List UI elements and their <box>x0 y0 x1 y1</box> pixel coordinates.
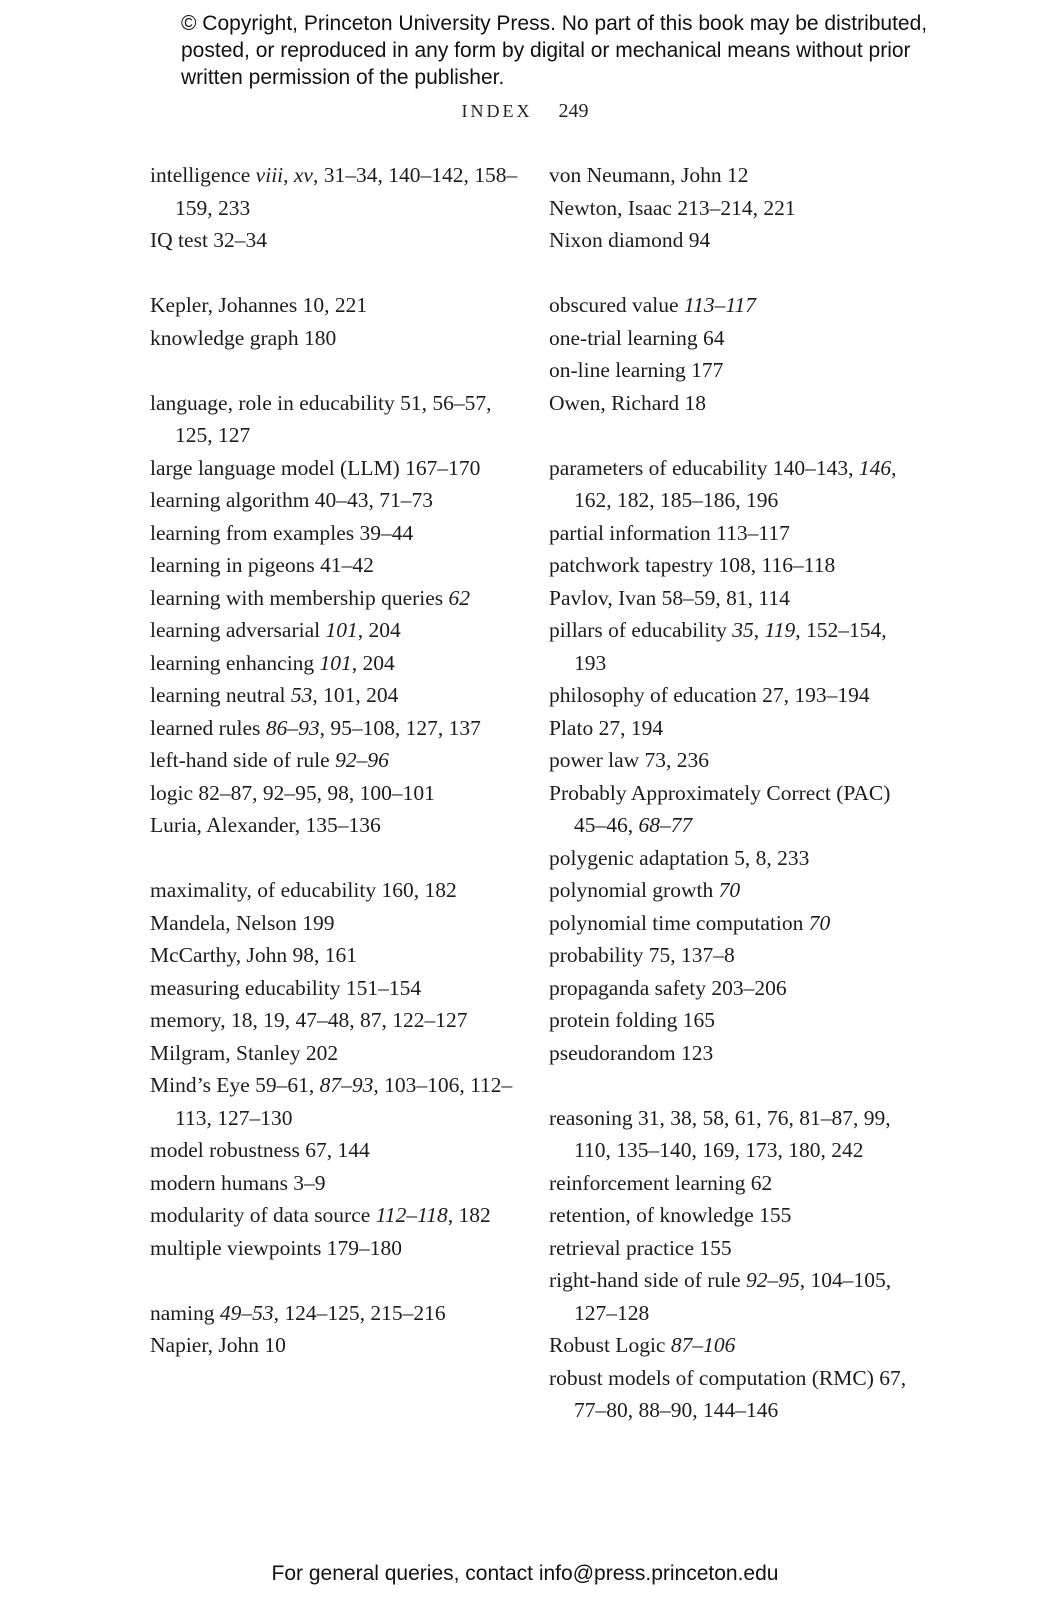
entry-text: retention, of knowledge 155 <box>549 1203 792 1227</box>
index-entry <box>150 159 530 224</box>
entry-text: pillars of educability <box>549 618 733 642</box>
entry-italic-locator: 86–93 <box>265 715 320 740</box>
letter-group-gap <box>150 842 530 875</box>
entry-italic-locator: 87–93 <box>319 1073 374 1097</box>
entry-italic-locator: 146 <box>858 455 892 480</box>
index-entry <box>549 582 919 615</box>
entry-italic-locator: xv <box>293 163 313 187</box>
entry-text: modern humans 3–9 <box>150 1170 326 1195</box>
entry-italic-locator: 53 <box>290 683 313 707</box>
entry-text: robust models of computation (RMC) 67, 77–80, 88–90, 144–146 <box>549 1365 907 1422</box>
index-entry <box>150 712 530 745</box>
index-entry <box>150 289 530 322</box>
index-entry <box>549 322 919 355</box>
entry-text: Mind’s Eye 59–61, <box>150 1073 320 1097</box>
entry-italic-locator: 101 <box>325 618 358 642</box>
entry-italic-locator: 92–96 <box>335 748 389 772</box>
entry-text: , <box>753 618 765 642</box>
index-entry <box>549 1037 919 1070</box>
index-entry <box>549 289 919 322</box>
letter-group-gap <box>549 257 919 290</box>
index-entry <box>549 744 919 777</box>
index-entry <box>150 549 530 582</box>
entry-text: maximality, of educability 160, 182 <box>150 878 457 902</box>
entry-text: polygenic adaptation 5, 8, 233 <box>549 845 810 870</box>
index-entry <box>150 1004 530 1037</box>
index-entry <box>150 744 530 777</box>
index-column-left <box>150 159 530 1362</box>
index-entry <box>549 517 919 550</box>
entry-text: learning in pigeons 41–42 <box>150 553 374 577</box>
entry-text: power law 73, 236 <box>549 748 710 772</box>
entry-text: on-line learning 177 <box>549 358 724 382</box>
entry-text: Napier, John 10 <box>150 1333 286 1357</box>
entry-text: modularity of data source <box>150 1203 376 1227</box>
entry-text: retrieval practice 155 <box>549 1235 732 1260</box>
entry-text: , 103–106, 112–113, 127–130 <box>175 1073 513 1130</box>
entry-text: philosophy of education 27, 193–194 <box>549 683 870 707</box>
entry-italic-locator: 35 <box>732 618 754 642</box>
entry-text: naming <box>150 1300 220 1325</box>
index-entry <box>549 387 919 420</box>
entry-italic-locator: 101 <box>319 650 352 675</box>
index-entry <box>150 517 530 550</box>
entry-italic-locator: 92–95 <box>746 1268 800 1292</box>
entry-text: partial information 113–117 <box>549 520 790 545</box>
entry-text: , 31–34, 140–142, 158–159, 233 <box>175 163 518 220</box>
index-entry <box>150 1167 530 1200</box>
entry-text: , <box>283 163 294 187</box>
entry-text: probability 75, 137–8 <box>549 943 735 967</box>
entry-text: learning neutral <box>150 683 291 707</box>
index-entry <box>150 907 530 940</box>
entry-text: obscured value <box>549 293 684 317</box>
entry-text: Pavlov, Ivan 58–59, 81, 114 <box>549 585 790 610</box>
entry-text: measuring educability 151–154 <box>150 975 422 1000</box>
letter-group-gap <box>150 257 530 290</box>
entry-text: reinforcement learning 62 <box>549 1170 773 1195</box>
entry-text: pseudorandom 123 <box>549 1040 714 1065</box>
index-entry <box>549 224 919 257</box>
index-entry <box>549 159 919 192</box>
entry-text: , 162, 182, 185–186, 196 <box>574 455 897 512</box>
index-entry <box>150 1134 530 1167</box>
entry-text: , 104–105, 127–128 <box>574 1268 892 1325</box>
index-entry <box>549 1004 919 1037</box>
index-entry <box>150 387 530 452</box>
index-entry <box>549 1362 919 1427</box>
index-entry <box>150 1037 530 1070</box>
index-entry <box>150 224 530 257</box>
index-entry <box>150 484 530 517</box>
index-entry <box>549 712 919 745</box>
entry-text: Milgram, Stanley 202 <box>150 1040 339 1065</box>
entry-text: left-hand side of rule <box>150 748 336 772</box>
entry-text: Luria, Alexander, 135–136 <box>150 813 381 837</box>
index-entry <box>549 1329 919 1362</box>
entry-text: , 95–108, 127, 137 <box>319 715 481 740</box>
index-entry <box>549 972 919 1005</box>
entry-text: learning algorithm 40–43, 71–73 <box>150 488 434 512</box>
index-entry <box>549 874 919 907</box>
index-entry <box>549 1102 919 1167</box>
entry-text: large language model (LLM) 167–170 <box>150 455 481 480</box>
entry-text: model robustness 67, 144 <box>150 1138 370 1162</box>
entry-text: right-hand side of rule <box>549 1268 747 1292</box>
entry-italic-locator: 70 <box>718 878 741 902</box>
entry-text: polynomial time computation <box>549 910 809 935</box>
index-entry <box>549 777 919 842</box>
entry-text: parameters of educability 140–143, <box>549 455 859 480</box>
entry-text: Mandela, Nelson 199 <box>150 910 335 935</box>
entry-italic-locator: 68–77 <box>638 813 693 837</box>
index-entry <box>150 1297 530 1330</box>
index-entry <box>150 647 530 680</box>
entry-text: language, role in educability 51, 56–57, 125, 127 <box>150 390 492 447</box>
index-entry <box>549 1264 919 1329</box>
entry-text: Robust Logic <box>549 1333 671 1357</box>
entry-text: , 101, 204 <box>312 683 399 707</box>
entry-text: reasoning 31, 38, 58, 61, 76, 81–87, 99, 110, 135–140, 169, 173, 180, 242 <box>549 1105 891 1162</box>
section-title: INDEX <box>461 101 533 121</box>
running-head <box>0 100 1050 123</box>
entry-text: Nixon diamond 94 <box>549 228 711 252</box>
entry-text: memory, 18, 19, 47–48, 87, 122–127 <box>150 1008 468 1032</box>
index-entry <box>549 452 919 517</box>
index-entry <box>549 549 919 582</box>
index-entry <box>549 1232 919 1265</box>
footer-contact: For general queries, contact info@press.princeton.edu <box>271 1562 779 1585</box>
entry-italic-locator: 70 <box>808 910 831 935</box>
index-column-right <box>549 159 919 1427</box>
entry-italic-locator: 113–117 <box>683 293 756 317</box>
index-entry <box>150 1232 530 1265</box>
entry-text: Probably Approximately Correct (PAC) 45–46, <box>549 780 891 837</box>
entry-text: learning adversarial <box>150 618 326 642</box>
entry-text: multiple viewpoints 179–180 <box>150 1235 403 1260</box>
index-entry <box>150 452 530 485</box>
entry-text: , 204 <box>351 650 395 675</box>
index-entry <box>150 809 530 842</box>
index-entry <box>549 907 919 940</box>
entry-text: learned rules <box>150 715 266 740</box>
index-entry <box>150 939 530 972</box>
index-entry <box>150 874 530 907</box>
entry-italic-locator: 112–118 <box>375 1203 448 1227</box>
index-entry <box>549 1199 919 1232</box>
index-entry <box>150 972 530 1005</box>
letter-group-gap <box>150 1264 530 1297</box>
entry-text: Owen, Richard 18 <box>549 390 707 415</box>
entry-text: , 152–154, 193 <box>574 618 887 675</box>
letter-group-gap <box>150 354 530 387</box>
index-entry <box>549 1167 919 1200</box>
entry-text: , 204 <box>357 618 401 642</box>
index-entry <box>150 614 530 647</box>
entry-text: IQ test 32–34 <box>150 228 268 252</box>
index-entry <box>549 842 919 875</box>
index-entry <box>150 1199 530 1232</box>
entry-text: propaganda safety 203–206 <box>549 975 787 1000</box>
entry-text: logic 82–87, 92–95, 98, 100–101 <box>150 780 435 805</box>
copyright-notice: © Copyright, Princeton University Press. No part of this book may be distributed, posted, or reproduced in any form by digital or mechanical means without prior written permission of the publisher. <box>181 12 928 89</box>
entry-text: one-trial learning 64 <box>549 325 725 350</box>
entry-text: knowledge graph 180 <box>150 325 337 350</box>
entry-text: Newton, Isaac 213–214, 221 <box>549 195 796 220</box>
entry-text: , 124–125, 215–216 <box>273 1300 446 1325</box>
entry-text: learning with membership queries <box>150 585 449 610</box>
index-entry <box>549 192 919 225</box>
entry-text: learning enhancing <box>150 650 320 675</box>
letter-group-gap <box>549 419 919 452</box>
index-entry <box>150 1069 530 1134</box>
entry-text: polynomial growth <box>549 878 719 902</box>
entry-italic-locator: 49–53 <box>219 1300 274 1325</box>
entry-text: Plato 27, 194 <box>549 715 664 740</box>
entry-text: von Neumann, John 12 <box>549 163 749 187</box>
entry-text: McCarthy, John 98, 161 <box>150 943 358 967</box>
entry-text: Kepler, Johannes 10, 221 <box>150 293 368 317</box>
index-entry <box>150 1329 530 1362</box>
entry-italic-locator: viii <box>255 163 284 187</box>
letter-group-gap <box>549 1069 919 1102</box>
entry-italic-locator: 62 <box>448 585 471 610</box>
index-entry <box>150 777 530 810</box>
entry-text: , 182 <box>447 1203 491 1227</box>
entry-text: learning from examples 39–44 <box>150 520 414 545</box>
entry-italic-locator: 87–106 <box>670 1333 736 1357</box>
entry-text: intelligence <box>150 163 256 187</box>
entry-text: patchwork tapestry 108, 116–118 <box>549 553 836 577</box>
index-entry <box>549 354 919 387</box>
entry-italic-locator: 119 <box>764 618 796 642</box>
page-number: 249 <box>558 100 589 122</box>
index-entry <box>150 582 530 615</box>
index-entry <box>150 322 530 355</box>
index-entry <box>150 679 530 712</box>
entry-text: protein folding 165 <box>549 1008 716 1032</box>
index-entry <box>549 939 919 972</box>
index-entry <box>549 679 919 712</box>
index-entry <box>549 614 919 679</box>
